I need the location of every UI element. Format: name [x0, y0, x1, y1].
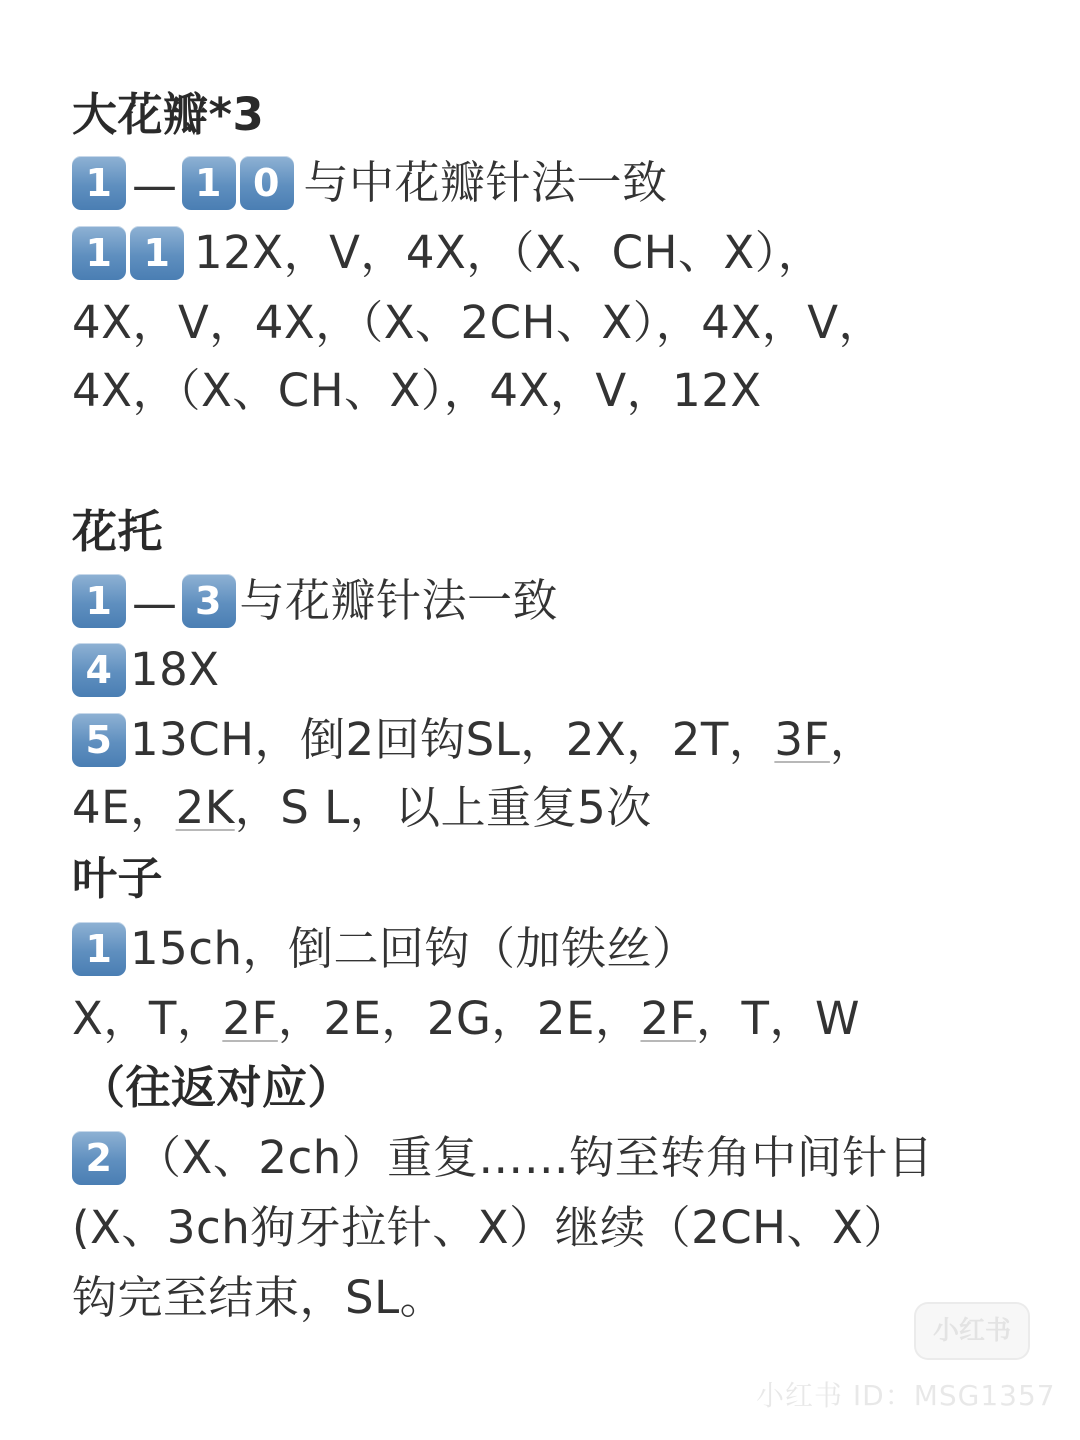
section-title-leaf: 叶子	[72, 852, 164, 905]
leaf-row-2-line-2: (X、3ch狗牙拉针、X）继续（2CH、X）	[72, 1201, 909, 1254]
section-title-big-petal: 大花瓣*3	[72, 88, 265, 141]
row-text: ，T，W	[696, 992, 860, 1045]
range-dash: —	[132, 159, 178, 212]
big-petal-row-11-line-2: 4X，V，4X，（X、2CH、X），4X，V，	[72, 296, 884, 349]
keycap-2-icon: 2	[72, 1131, 126, 1185]
row-text: X，T，	[72, 992, 223, 1045]
row-text: （X、2ch）重复……钩至转角中间针目	[136, 1131, 934, 1184]
calyx-row-1-3	[72, 568, 558, 634]
keycap-1-icon: 1	[72, 226, 126, 280]
row-text: 与花瓣针法一致	[239, 574, 559, 627]
row-text: ，	[829, 713, 876, 766]
row-text: 18X	[130, 643, 220, 696]
keycap-1-icon: 1	[182, 156, 236, 210]
big-petal-row-1-10	[72, 150, 668, 216]
keycap-1-icon: 1	[72, 574, 126, 628]
keycap-4-icon: 4	[72, 643, 126, 697]
row-text: 13CH，倒2回钩SL，2X，2T，	[130, 713, 775, 766]
big-petal-row-11-line-3: 4X，（X、CH、X），4X，V，12X	[72, 364, 762, 417]
underlined-stitch: 3F	[774, 713, 830, 766]
underlined-stitch: 2F	[640, 992, 696, 1045]
leaf-row-1-line-2	[72, 986, 860, 1052]
leaf-row-2-line-1	[72, 1125, 933, 1191]
watermark-id: 小红书 ID：MSG1357	[756, 1379, 1056, 1412]
row-text: 12X，V，4X，（X、CH、X），	[194, 226, 824, 279]
range-dash: —	[132, 577, 178, 630]
big-petal-row-11-line-1	[72, 220, 823, 286]
keycap-1-icon: 1	[130, 226, 184, 280]
keycap-3-icon: 3	[182, 574, 236, 628]
calyx-row-4	[72, 637, 220, 703]
row-text: 与中花瓣针法一致	[303, 156, 668, 209]
underlined-stitch: 2K	[175, 781, 235, 834]
keycap-5-icon: 5	[72, 713, 126, 767]
row-text: 4E，	[72, 781, 176, 834]
calyx-row-5-line-1	[72, 707, 875, 773]
keycap-0-icon: 0	[240, 156, 294, 210]
section-title-calyx: 花托	[72, 505, 164, 558]
watermark-logo: 小红书	[914, 1302, 1030, 1360]
leaf-row-1-line-1	[72, 916, 698, 982]
keycap-1-icon: 1	[72, 922, 126, 976]
keycap-1-icon: 1	[72, 156, 126, 210]
underlined-stitch: 2F	[222, 992, 278, 1045]
row-text: ，S L，以上重复5次	[234, 781, 652, 834]
row-text: 15ch，倒二回钩（加铁丝）	[130, 922, 698, 975]
leaf-row-1-line-3: （往返对应）	[80, 1061, 354, 1114]
calyx-row-5-line-2	[72, 775, 652, 841]
leaf-row-2-line-3: 钩完至结束，SL。	[72, 1271, 446, 1324]
row-text: ，2E，2G，2E，	[277, 992, 641, 1045]
